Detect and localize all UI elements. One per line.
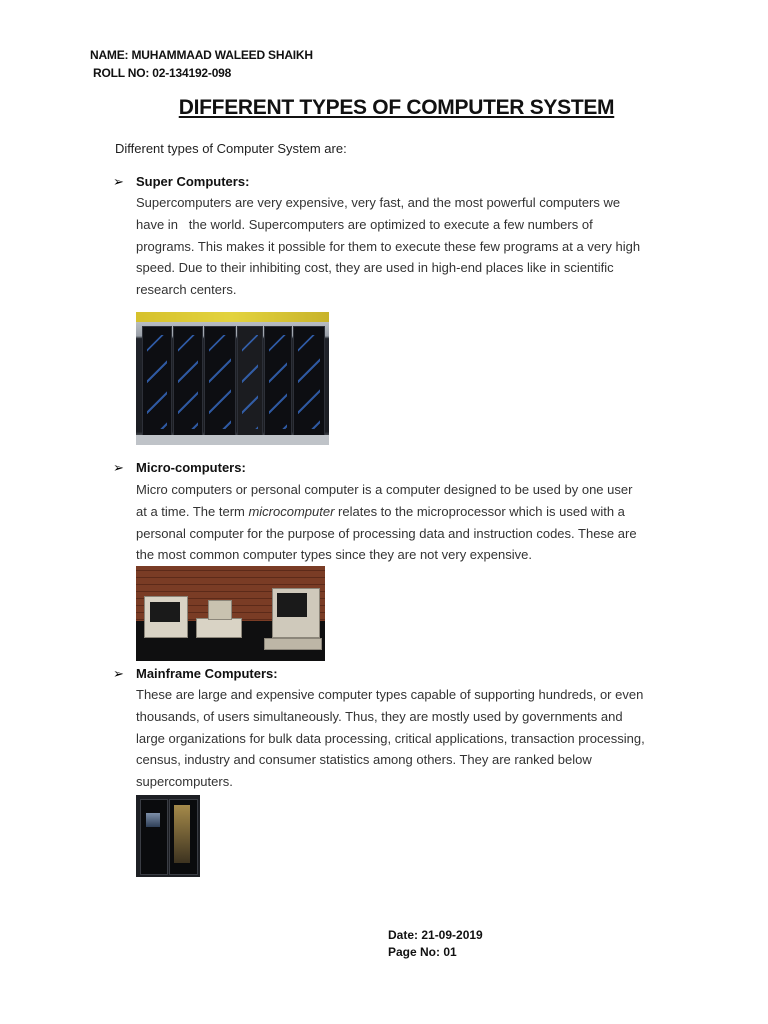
- section-heading-super: Super Computers:: [136, 174, 250, 189]
- body-line: These are large and expensive computer types capable of supporting hundreds, or even: [136, 687, 644, 702]
- page-title: DIFFERENT TYPES OF COMPUTER SYSTEM: [178, 96, 615, 119]
- date-label: Date: 21-09-2019: [388, 928, 483, 942]
- body-line: census, industry and consumer statistics among others. They are ranked below: [136, 752, 592, 768]
- microcomputers-image: [136, 566, 325, 661]
- body-line: the most common computer types since they are not very expensive.: [136, 547, 532, 563]
- body-line: speed. Due to their inhibiting cost, they are used in high-end places like in scientific: [136, 260, 614, 276]
- body-line: have in the world. Supercomputers are optimized to execute a few numbers of: [136, 216, 593, 232]
- body-text: at a time. The term: [136, 503, 249, 519]
- body-line: large organizations for bulk data processing, critical applications, transaction processing,: [136, 730, 645, 746]
- body-line: Micro computers or personal computer is a computer designed to be used by one user: [136, 482, 633, 497]
- arrow-bullet-icon: ➢: [113, 174, 124, 189]
- italic-term: microcomputer: [248, 503, 335, 519]
- body-line: thousands, of users simultaneously. Thus, they are mostly used by governments and: [136, 708, 623, 724]
- supercomputer-image: [136, 312, 329, 445]
- section-body-mainframe: [136, 684, 681, 793]
- intro-text: Different types of Computer System are:: [115, 141, 347, 156]
- student-name: NAME: MUHAMMAAD WALEED SHAIKH: [90, 48, 313, 62]
- body-line: Supercomputers are very expensive, very fast, and the most powerful computers we: [136, 195, 621, 210]
- page-number: Page No: 01: [388, 945, 457, 959]
- arrow-bullet-icon: ➢: [113, 666, 124, 681]
- section-body-micro: [136, 479, 681, 566]
- body-text: relates to the microprocessor which is used with a: [334, 503, 625, 519]
- body-line: programs. This makes it possible for them to execute these few programs at a very high: [136, 238, 641, 254]
- section-body-super: [136, 192, 681, 301]
- roll-number: ROLL NO: 02-134192-098: [93, 66, 232, 80]
- body-line: research centers.: [136, 282, 237, 298]
- section-heading-micro: Micro-computers:: [136, 460, 246, 475]
- mainframe-image: [136, 795, 200, 877]
- body-line: supercomputers.: [136, 774, 233, 790]
- section-heading-mainframe: Mainframe Computers:: [136, 666, 278, 681]
- arrow-bullet-icon: ➢: [113, 460, 124, 475]
- body-line: personal computer for the purpose of processing data and instruction codes. These are: [136, 525, 637, 541]
- body-line: [136, 501, 681, 523]
